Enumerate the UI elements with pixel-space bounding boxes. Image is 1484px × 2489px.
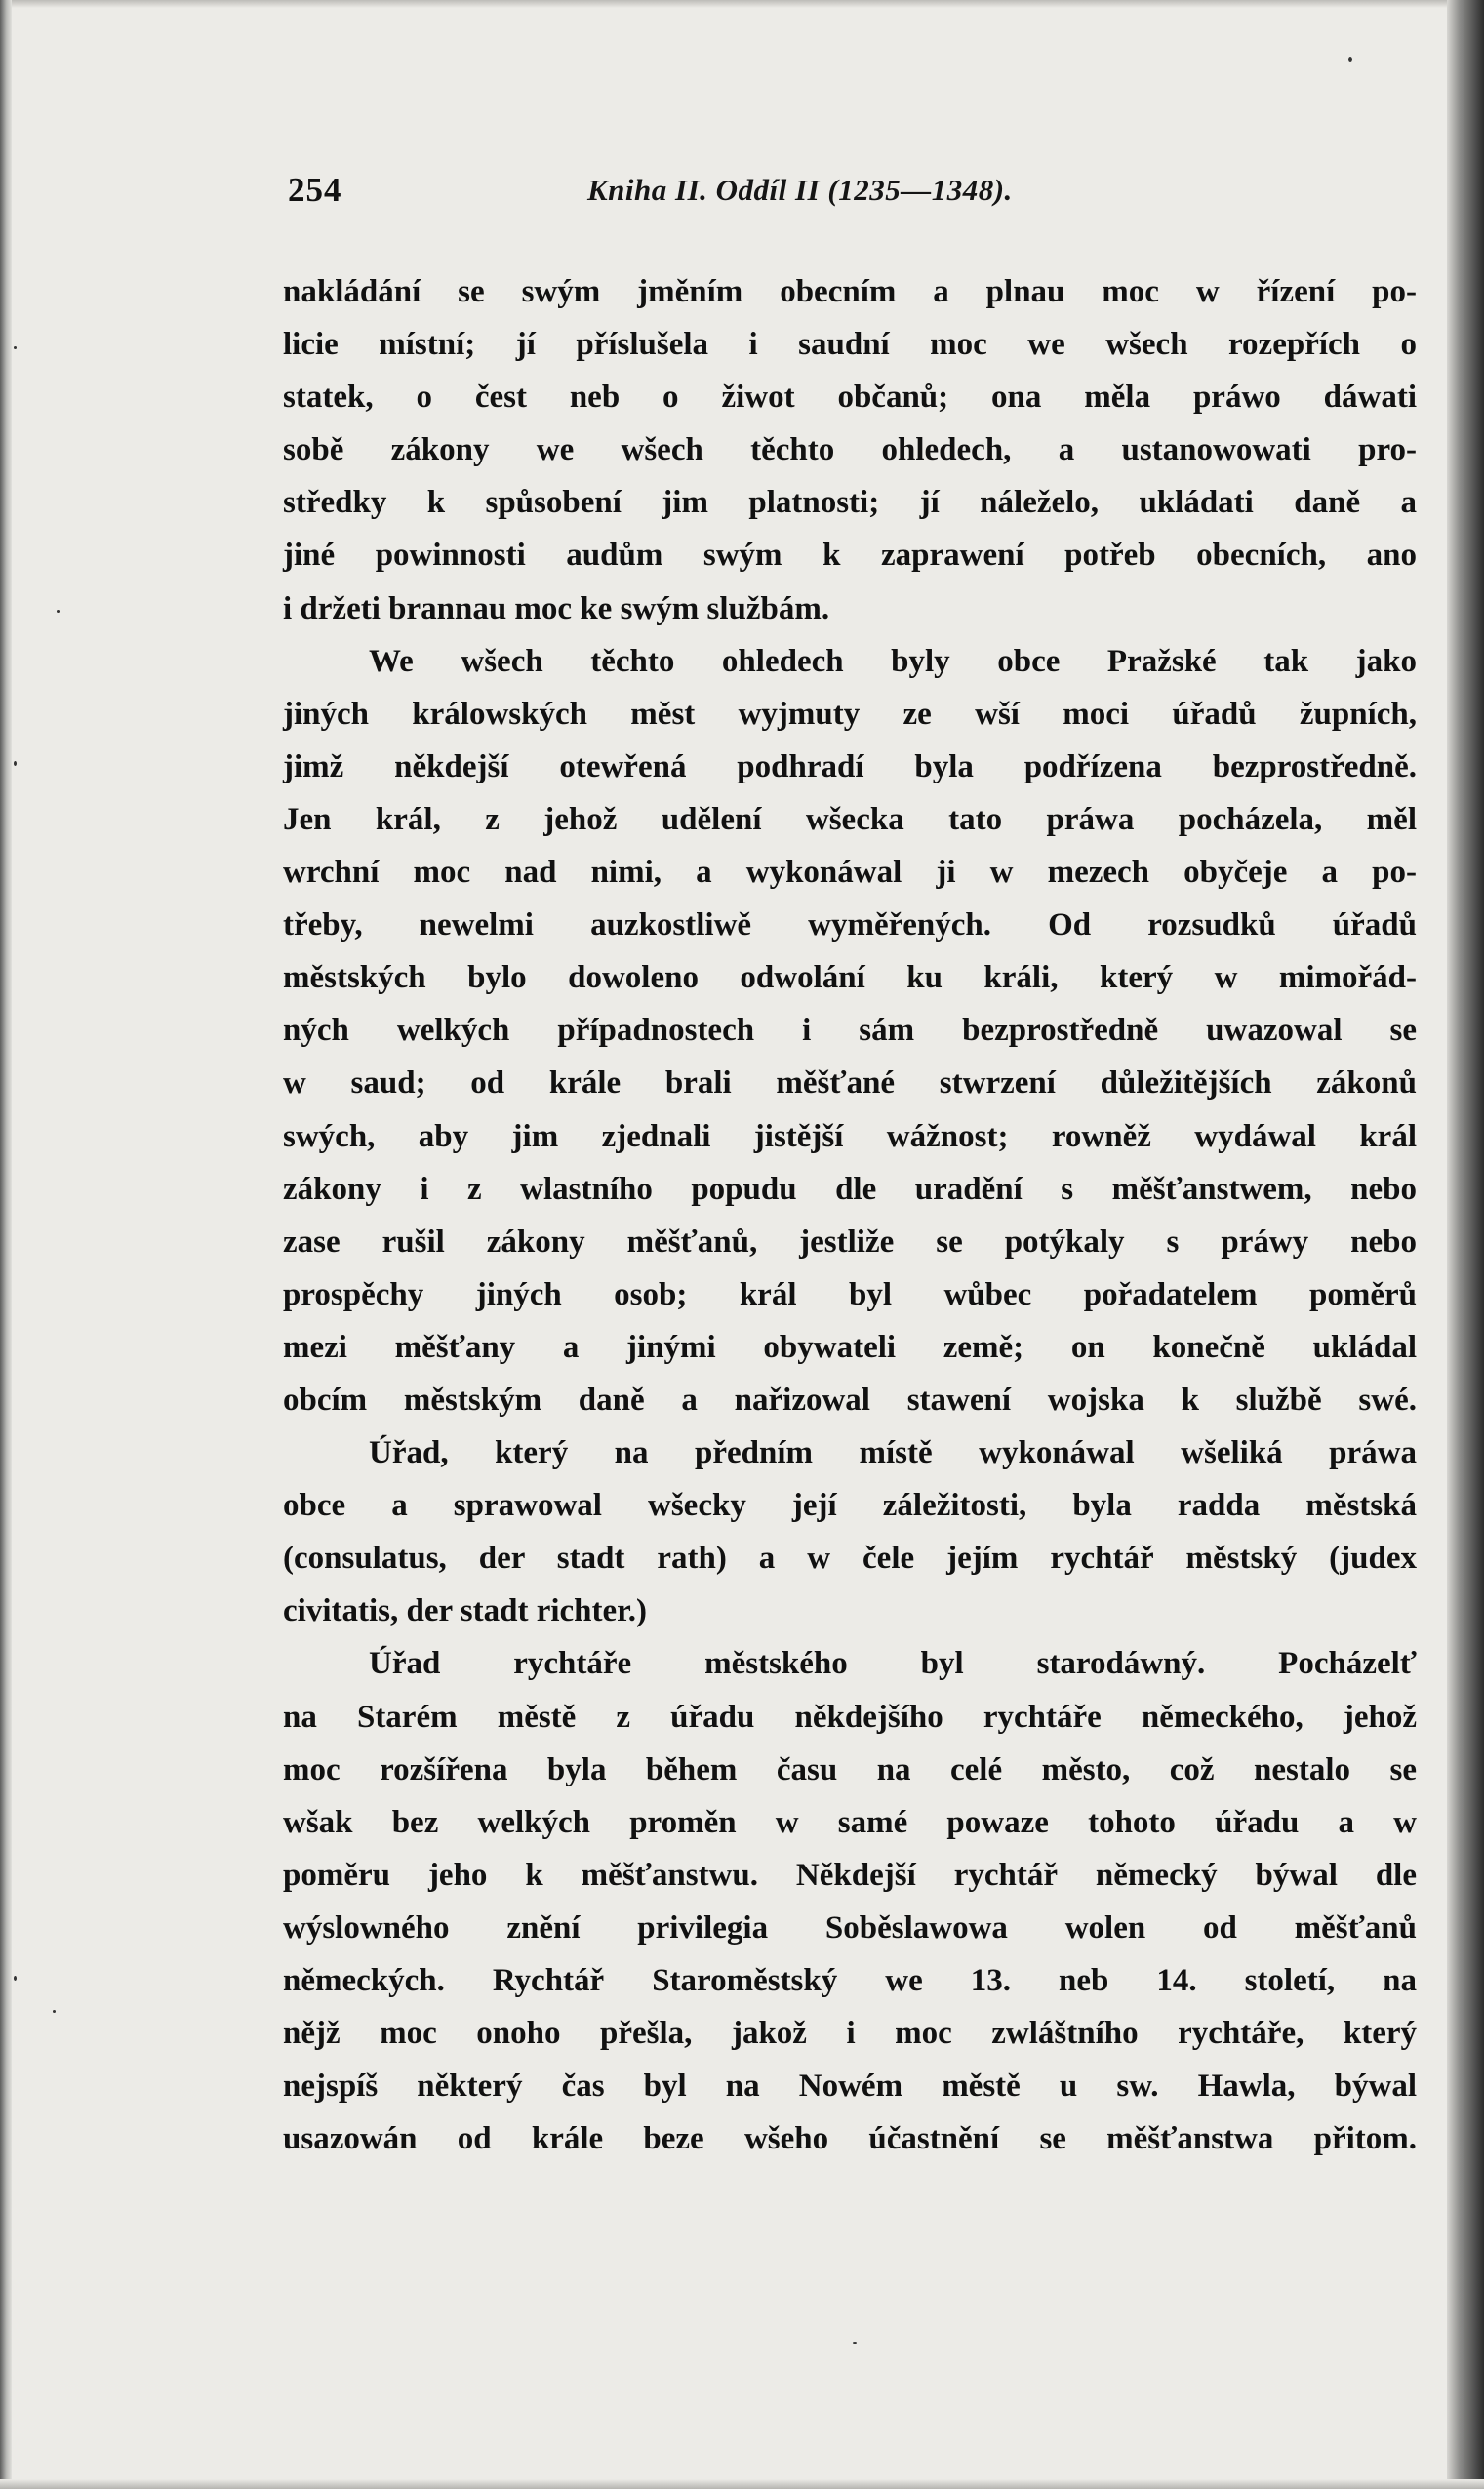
page-header bbox=[288, 171, 1420, 218]
text-line: městských bylo dowoleno odwolání ku králi, který w mimořád- bbox=[283, 960, 1417, 996]
text-line: poměru jeho k měšťanstwu. Někdejší rychtář německý býwal dle bbox=[283, 1857, 1417, 1893]
text-line: nějž moc onoho přešla, jakož i moc zwláštního rychtáře, který bbox=[283, 2016, 1417, 2052]
text-line: wýslowného znění privilegia Soběslawowa wolen od měšťanů bbox=[283, 1909, 1417, 1946]
text-line: středky k spůsobení jim platnosti; jí náleželo, ukládati daně a bbox=[283, 485, 1417, 521]
text-line: sobě zákony we wšech těchto ohledech, a ustanowowati pro- bbox=[283, 432, 1417, 468]
page-number: 254 bbox=[288, 171, 342, 209]
text-line: obcím městským daně a nařizowal stawení wojska k službě swé. bbox=[283, 1382, 1417, 1418]
page-bottom-edge bbox=[0, 2479, 1484, 2489]
scan-speck bbox=[53, 2010, 56, 2013]
text-line: německých. Rychtář Staroměstský we 13. neb 14. století, na bbox=[283, 1963, 1417, 1998]
scan-speck bbox=[853, 2342, 857, 2344]
text-line: zase rušil zákony měšťanů, jestliže se potýkaly s práwy nebo bbox=[283, 1224, 1417, 1260]
paragraph-first-line: Úřad, který na předním místě wykonáwal wšeliká práwa bbox=[369, 1435, 1417, 1471]
text-line: moc rozšířena byla během času na celé město, což nestalo se bbox=[283, 1751, 1417, 1787]
page-left-edge bbox=[0, 0, 12, 2489]
text-line: ných welkých případnostech i sám bezprostředně uwazowal se bbox=[283, 1013, 1417, 1049]
text-line: jiné powinnosti audům swým k zaprawení potřeb obecních, ano bbox=[283, 538, 1417, 574]
page-top-edge bbox=[0, 0, 1484, 8]
text-line: w saud; od krále brali měšťané stwrzení důležitějších zákonů bbox=[283, 1065, 1417, 1102]
running-head: Kniha II. Oddíl II (1235—1348). bbox=[587, 173, 1013, 207]
scan-speck bbox=[14, 1976, 17, 1981]
text-line: mezi měšťany a jinými obywateli země; on konečně ukládal bbox=[283, 1329, 1417, 1365]
text-line: jiných králowských měst wyjmuty ze wší moci úřadů župních, bbox=[283, 696, 1417, 732]
body-text bbox=[283, 265, 1417, 2165]
text-line: nakládání se swým jměním obecním a plnau moc w řízení po- bbox=[283, 274, 1417, 309]
text-line: třeby, newelmi auzkostliwě wyměřených. Od rozsudků úřadů bbox=[283, 907, 1417, 943]
paragraph-first-line: Úřad rychtáře městského byl starodáwný. Pocházelť bbox=[369, 1646, 1417, 1682]
text-line: statek, o čest neb o žiwot občanů; ona měla práwo dáwati bbox=[283, 380, 1417, 416]
text-line: nejspíš některý čas byl na Nowém městě u sw. Hawla, býwal bbox=[283, 2068, 1417, 2105]
text-line: wšak bez welkých proměn w samé powaze tohoto úřadu a w bbox=[283, 1804, 1417, 1840]
text-line: (consulatus, der stadt rath) a w čele jejím rychtář městský (judex bbox=[283, 1541, 1417, 1577]
text-line: na Starém městě z úřadu někdejšího rychtáře německého, jehož bbox=[283, 1699, 1417, 1735]
text-line: jimž někdejší otewřená podhradí byla podřízena bezprostředně. bbox=[283, 748, 1417, 784]
text-line: swých, aby jim zjednali jistější wážnost; rowněž wydáwal král bbox=[283, 1118, 1417, 1154]
text-line: i držeti brannau moc ke swým službám. bbox=[283, 590, 830, 626]
text-line: zákony i z wlastního popudu dle uradění s měšťanstwem, nebo bbox=[283, 1171, 1417, 1207]
page-right-edge bbox=[1447, 0, 1484, 2489]
scan-speck bbox=[14, 761, 17, 766]
paragraph-first-line: We wšech těchto ohledech byly obce Pražské tak jako bbox=[369, 643, 1417, 679]
text-line: prospěchy jiných osob; král byl wůbec pořadatelem poměrů bbox=[283, 1276, 1417, 1312]
text-line: usazowán od krále beze wšeho účastnění se měšťanstwa přitom. bbox=[283, 2121, 1417, 2157]
text-line: civitatis, der stadt richter.) bbox=[283, 1593, 648, 1629]
text-line: Jen král, z jehož udělení wšecka tato práwa pocházela, měl bbox=[283, 801, 1417, 837]
text-line: wrchní moc nad nimi, a wykonáwal ji w mezech obyčeje a po- bbox=[283, 855, 1417, 891]
scan-speck bbox=[57, 610, 60, 613]
scan-speck bbox=[14, 346, 17, 349]
text-line: licie místní; jí příslušela i saudní moc we wšech rozepřích o bbox=[283, 327, 1417, 363]
scan-speck bbox=[1348, 57, 1352, 62]
text-line: obce a sprawowal wšecky její záležitosti, byla radda městská bbox=[283, 1488, 1417, 1524]
